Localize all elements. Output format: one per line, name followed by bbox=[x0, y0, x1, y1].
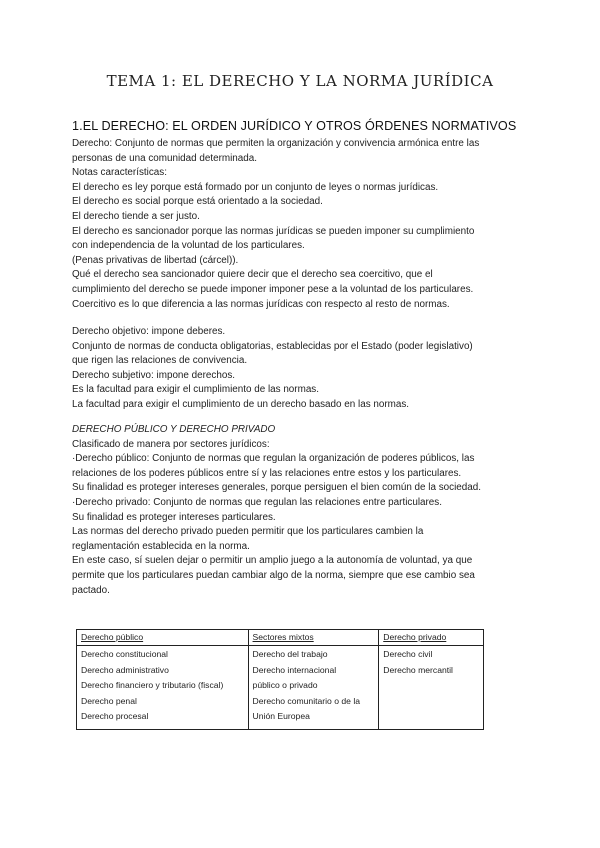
text-line: Es la facultad para exigir el cumplimiento de las normas. bbox=[72, 384, 319, 396]
list-item: Derecho administrativo bbox=[81, 664, 169, 675]
text-line: pactado. bbox=[72, 584, 110, 596]
table-cell-private bbox=[379, 646, 484, 730]
subsection-heading: DERECHO PÚBLICO Y DERECHO PRIVADO bbox=[72, 424, 276, 435]
list-item: público o privado bbox=[252, 680, 318, 690]
text-line: Derecho subjetivo: impone derechos. bbox=[72, 369, 236, 381]
text-line: reglamentación establecida en la norma. bbox=[72, 540, 250, 552]
table-header-row bbox=[77, 630, 484, 646]
text-line: La facultad para exigir el cumplimiento de un derecho basado en las normas. bbox=[72, 398, 410, 410]
text-line: ·Derecho privado: Conjunto de normas que regulan las relaciones entre particulares. bbox=[72, 496, 442, 508]
text-line: Qué el derecho sea sancionador quiere decir que el derecho sea coercitivo, que el bbox=[72, 269, 433, 281]
text-line: ·Derecho público: Conjunto de normas que regulan la organización de poderes públicos, las bbox=[72, 453, 475, 465]
text-line: Notas características: bbox=[72, 167, 167, 179]
text-line: que rigen las relaciones de convivencia. bbox=[72, 355, 248, 367]
page-title: TEMA 1: EL DERECHO Y LA NORMA JURÍDICA bbox=[106, 72, 494, 90]
text-line: Derecho objetivo: impone deberes. bbox=[72, 326, 226, 337]
section3-body bbox=[72, 423, 542, 598]
list-item: Derecho financiero y tributario (fiscal) bbox=[81, 680, 224, 690]
text-line: Clasificado de manera por sectores jurídicos: bbox=[72, 438, 270, 450]
text-line: En este caso, sí suelen dejar o permitir un amplio juego a la autonomía de voluntad, ya que bbox=[72, 555, 473, 567]
table-header-cell: Derecho privado bbox=[379, 630, 484, 646]
text-line: El derecho tiende a ser justo. bbox=[72, 210, 200, 222]
text-line: con independencia de la voluntad de los particulares. bbox=[72, 240, 305, 252]
text-line: permite que los particulares puedan cambiar algo de la norma, siempre que ese cambio sea bbox=[72, 569, 475, 581]
table-cell-mixed bbox=[248, 646, 379, 730]
list-item: Unión Europea bbox=[252, 711, 310, 721]
text-line: El derecho es social porque está orientado a la sociedad. bbox=[72, 196, 323, 208]
text-line: Su finalidad es proteger intereses particulares. bbox=[72, 511, 276, 523]
text-line: Conjunto de normas de conducta obligatorias, establecidas por el Estado (poder legislativo) bbox=[72, 340, 473, 352]
table-header-cell: Derecho público bbox=[77, 630, 249, 646]
text-line: relaciones de los poderes públicos entre sí y las relaciones entre estos y los particulares. bbox=[72, 467, 462, 479]
list-item: Derecho mercantil bbox=[383, 664, 453, 675]
list-item: Derecho procesal bbox=[81, 711, 149, 721]
table-row bbox=[77, 646, 484, 730]
text-line: Derecho: Conjunto de normas que permiten la organización y convivencia armónica entre las bbox=[72, 138, 480, 149]
text-line: El derecho es sancionador porque las normas jurídicas se pueden imponer su cumplimiento bbox=[72, 225, 475, 237]
list-item: Derecho civil bbox=[383, 649, 433, 659]
text-line: Las normas del derecho privado pueden permitir que los particulares cambien la bbox=[72, 526, 424, 538]
section2-body bbox=[72, 325, 542, 413]
text-line: Coercitivo es lo que diferencia a las normas jurídicas con respecto al resto de normas. bbox=[72, 298, 450, 310]
text-line: personas de una comunidad determinada. bbox=[72, 152, 258, 164]
list-item: Derecho comunitario o de la bbox=[252, 695, 361, 706]
legal-sectors-table bbox=[76, 629, 484, 730]
text-line: (Penas privativas de libertad (cárcel)). bbox=[72, 254, 239, 266]
list-item: Derecho del trabajo bbox=[252, 649, 328, 659]
table-cell-public bbox=[77, 646, 249, 730]
section-heading: 1.EL DERECHO: EL ORDEN JURÍDICO Y OTROS ÓRDENES NORMATIVOS bbox=[72, 119, 517, 133]
text-line: El derecho es ley porque está formado por un conjunto de leyes o normas jurídicas. bbox=[72, 181, 439, 193]
table-header-cell: Sectores mixtos bbox=[248, 630, 379, 646]
text-line: cumplimiento del derecho se puede imponer imponer pese a la voluntad de los particulares. bbox=[72, 283, 474, 295]
list-item: Derecho penal bbox=[81, 695, 137, 706]
list-item: Derecho constitucional bbox=[81, 649, 168, 659]
section1-body bbox=[72, 137, 542, 312]
list-item: Derecho internacional bbox=[252, 664, 337, 675]
text-line: Su finalidad es proteger intereses generales, porque persiguen el bien común de la sociedad. bbox=[72, 482, 481, 494]
